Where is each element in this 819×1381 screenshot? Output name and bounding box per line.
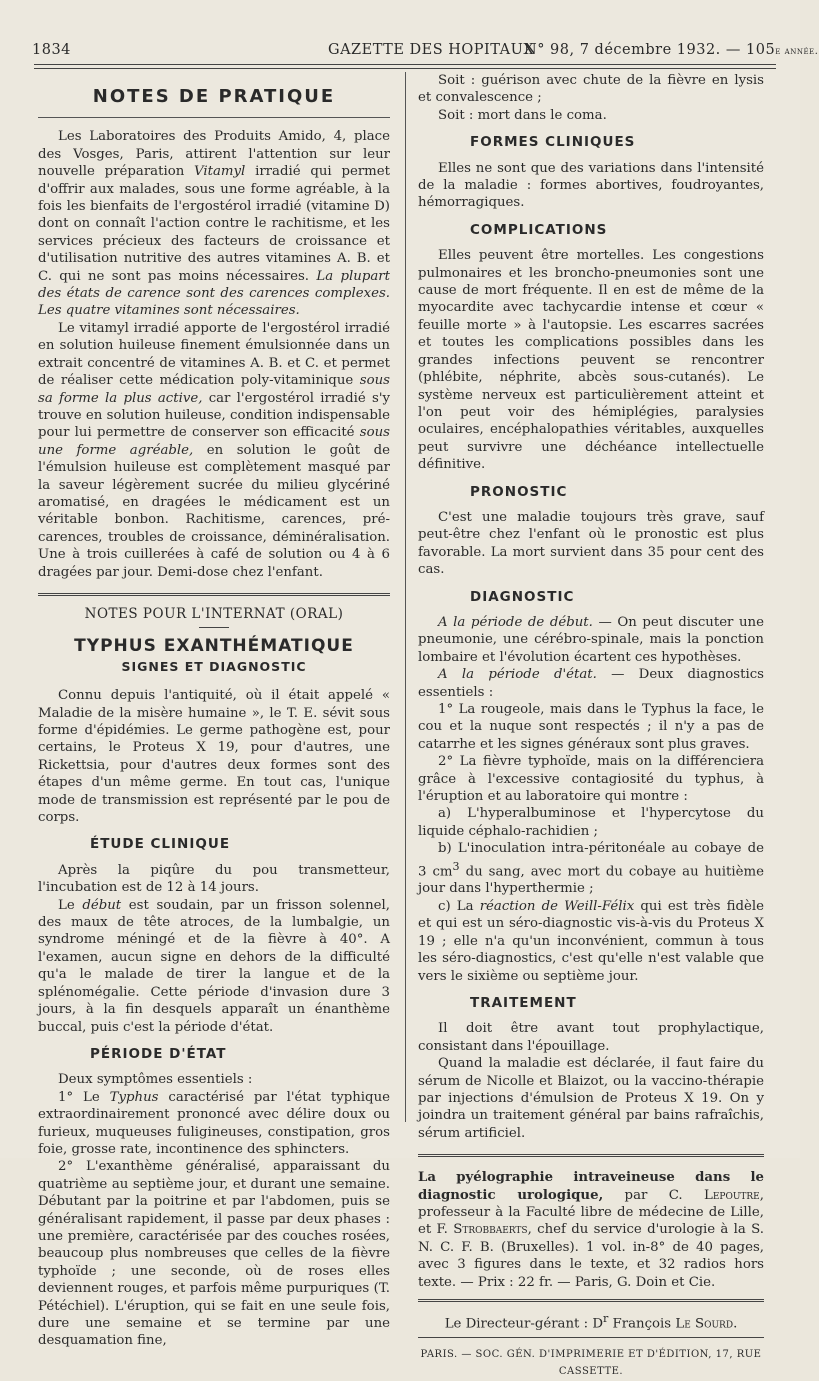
page-header: [32, 38, 819, 64]
continuation-1: Soit : guérison avec chute de la fièvre en lysis et convalescence ;: [418, 73, 764, 106]
title-rule: [38, 117, 390, 118]
vitamyl-paragraph-1: Les Laboratoires des Produits Amido, 4, place des Vosges, Paris, attirent l'attention sur leur nouvelle préparation Vitamyl irradié qui permet d'offrir aux malades, sous une forme agréable, à la fois les bienfaits de l'ergostérol irradié (vitamine D) dont on connaît l'action contre le rachitisme, et les services précieux des facteurs de croissance et d'utilisation nutritive des autres vitamines A. B. et C. qui ne sont pas moins nécessaires. La plupart des états de carence sont des carences complexes. Les quatre vitamines sont nécessaires.: [38, 129, 391, 319]
traitement-paragraph-2: Quand la maladie est déclarée, il faut faire du sérum de Nicolle et Blaizot, ou la vaccino-thérapie par injections d'émulsion de Proteus X 19. On y joindra un traitement général par bains rafraîchis, sérum artificiel.: [418, 1056, 764, 1141]
etude-paragraph-2: Le début est soudain, par un frisson solennel, des maux de tête atroces, de la lumbalgie, un syndrome méningé et de la fièvre à 40°. A l'examen, aucun signe en dehors de la difficulté qu'a le malade de tirer la langue et de la splénomégalie. Cette période d'invasion dure 3 jours, à la fin desquels apparaît un énanthème buccal, puis c'est la période d'état.: [38, 897, 390, 1035]
journal-title: GAZETTE DES HOPITAUX: [328, 42, 535, 58]
typhus-intro: Connu depuis l'antiquité, où il était appelé « Maladie de la misère humaine », le T. E. sévit sous forme d'épidémies. Le germe pathogène est, pour certains, le Proteus X 19, pour d'autres, une Rickettsia, pour d'autres deux formes sont des étapes d'un même germe. En tout cas, l'unique mode de transmission est représenté par le pou de corps.: [38, 688, 390, 826]
periode-paragraph-3: 2° L'exanthème généralisé, apparaissant du quatrième au septième jour, et durant une semaine. Débutant par la poitrine et par l'abdomen, puis se généralisant rapidement, il passe par deux phases : une première, caractérisée par des couches rosées, beaucoup plus nombreuses que celles de la fièvre typhoïde ; une seconde, où de roses elles deviennent rouges, et parfois même purpuriques (T. Pétéchiel). L'éruption, qui se fait en une seule fois, dure une semaine et se termine par une desquamation fine,: [38, 1159, 390, 1349]
traitement-paragraph-1: Il doit être avant tout prophylactique, consistant dans l'épouillage.: [418, 1021, 764, 1054]
etude-paragraph-1: Après la piqûre du pou transmetteur, l'incubation est de 12 à 14 jours.: [38, 862, 390, 896]
internat-heading: NOTES POUR L'INTERNAT (ORAL): [84, 605, 344, 622]
issue-date: N° 98, 7 décembre 1932. — 105e année.: [524, 42, 819, 58]
footer-rule: [418, 1337, 764, 1338]
complications-paragraph: Elles peuvent être mortelles. Les congestions pulmonaires et les broncho-pneumonies sont une cause de mort fréquente. Il en est de même de la myocardite avec tachycardie intense et cœur « feuille morte » à l'autopsie. Les escarres sacrées et toutes les complications possibles dans les grandes infections peuvent se rencontrer (phlébite, néphrite, abcès sous-cutanés). Le système nerveux est particulièrement atteint et l'on peut voir des hémiplégies, paralysies oculaires, encéphalopathies véritables, auxquelles peut survivre une déchéance intellectuelle définitive.: [418, 248, 764, 473]
typhus-subtitle: SIGNES ET DIAGNOSTIC: [121, 658, 307, 674]
section-traitement: TRAITEMENT: [470, 994, 577, 1011]
diagnostic-paragraph-1: A la période de début. — On peut discuter une pneumonie, une cérébro-spinale, mais la ponction lombaire et l'évolution écartent ces hypothèses.: [418, 614, 764, 665]
section-etude-clinique: ÉTUDE CLINIQUE: [90, 836, 231, 853]
book-review: La pyélographie intraveineuse dans le diagnostic urologique, par C. Lepoutre, professeur à la Faculté libre de médecine de Lille, et F. Strobbaerts, chef du service d'urologie à la S. N. C. F. B. (Bruxelles). 1 vol. in-8° de 40 pages, avec 3 figures dans le texte, et 32 radios hors texte. — Prix : 22 fr. — Paris, G. Doin et Cie.: [418, 1170, 764, 1290]
pronostic-paragraph: C'est une maladie toujours très grave, sauf peut-être chez l'enfant où le pronostic est plus favorable. La mort survient dans 35 pour cent des cas.: [418, 509, 764, 578]
section-complications: COMPLICATIONS: [470, 221, 608, 238]
section-diagnostic: DIAGNOSTIC: [470, 588, 575, 605]
vitamyl-paragraph-2: Le vitamyl irradié apporte de l'ergostérol irradié en solution huileuse finement émulsionnée dans un extrait concentré de vitamines A. B. et C. et permet de réaliser cette médication poly-vitaminique sous sa forme la plus active, car l'ergostérol irradié s'y trouve en solution huileuse, condition indispensable pour lui permettre de conserver son efficacité sous une forme agréable, en solution le goût de l'émulsion huileuse est complètement masqué par la saveur légèrement sucrée du milieu glycériné aromatisé, en dragées le médicament est un véritable bonbon. Rachitisme, carences, pré-carences, troubles de croissance, déminéralisation. Une à trois cuillerées à café de solution ou 4 à 6 dragées par jour. Demi-dose chez l'enfant.: [38, 320, 390, 580]
periode-paragraph-1: Deux symptômes essentiels :: [58, 1072, 253, 1088]
diagnostic-item-b: b) L'inoculation intra-péritonéale au cobaye de 3 $cm^3$ du sang, avec mort du cobaye au huitième jour dans l'hyperthermie ;: [418, 841, 764, 897]
page-number: 1834: [32, 42, 71, 58]
section-formes-cliniques: FORMES CLINIQUES: [470, 134, 636, 151]
diagnostic-item-c: c) La réaction de Weill-Félix qui est très fidèle et qui est un séro-diagnostic vis-à-vis du Proteus X 19 ; elle n'a qu'un inconvénient, commun à tous les séro-diagnostics, c'est qu'elle n'est valable que vers le sixième ou septième jour.: [418, 898, 764, 984]
book-double-rule: [418, 1154, 764, 1157]
header-rule-2: [34, 68, 776, 69]
short-rule: [199, 627, 229, 628]
printer-line: PARIS. — SOC. GÉN. D'IMPRIMERIE ET D'ÉDITION, 17, RUE CASSETTE.: [420, 1348, 762, 1378]
section-double-rule: [38, 593, 390, 596]
right-column: [418, 72, 764, 1381]
notes-de-pratique-title: NOTES DE PRATIQUE: [92, 86, 336, 107]
column-separator: [405, 72, 406, 1122]
continuation-2: Soit : mort dans le coma.: [438, 107, 607, 123]
formes-paragraph: Elles ne sont que des variations dans l'intensité de la maladie : formes abortives, foudroyantes, hémorragiques.: [418, 160, 764, 211]
periode-paragraph-2: 1° Le Typhus caractérisé par l'état typhique extraordinairement prononcé avec délire doux ou furieux, muqueuses fuligineuses, constipation, gros foie, grosse rate, incontinence des sphincters.: [38, 1089, 390, 1157]
director-line: Le Directeur-gérant : $D^r$ François Le Sourd.: [444, 1312, 738, 1332]
diagnostic-paragraph-4: 2° La fièvre typhoïde, mais on la différenciera grâce à l'excessive contagiosité du typhus, à l'éruption et au laboratoire qui montre :: [418, 754, 764, 805]
footer-double-rule: [418, 1299, 764, 1302]
diagnostic-paragraph-2: A la période d'état. — Deux diagnostics essentiels :: [418, 667, 764, 700]
section-periode-etat: PÉRIODE D'ÉTAT: [90, 1045, 227, 1062]
typhus-title: TYPHUS EXANTHÉMATIQUE: [74, 636, 354, 657]
section-pronostic: PRONOSTIC: [470, 483, 568, 500]
header-rule: [34, 64, 776, 65]
diagnostic-item-a: a) L'hyperalbuminose et l'hypercytose du liquide céphalo-rachidien ;: [418, 806, 764, 839]
left-column: [38, 72, 390, 1350]
diagnostic-paragraph-3: 1° La rougeole, mais dans le Typhus la face, le cou et la nuque sont respectés ; il n'y a pas de catarrhe et les signes généraux sont plus graves.: [418, 702, 764, 752]
